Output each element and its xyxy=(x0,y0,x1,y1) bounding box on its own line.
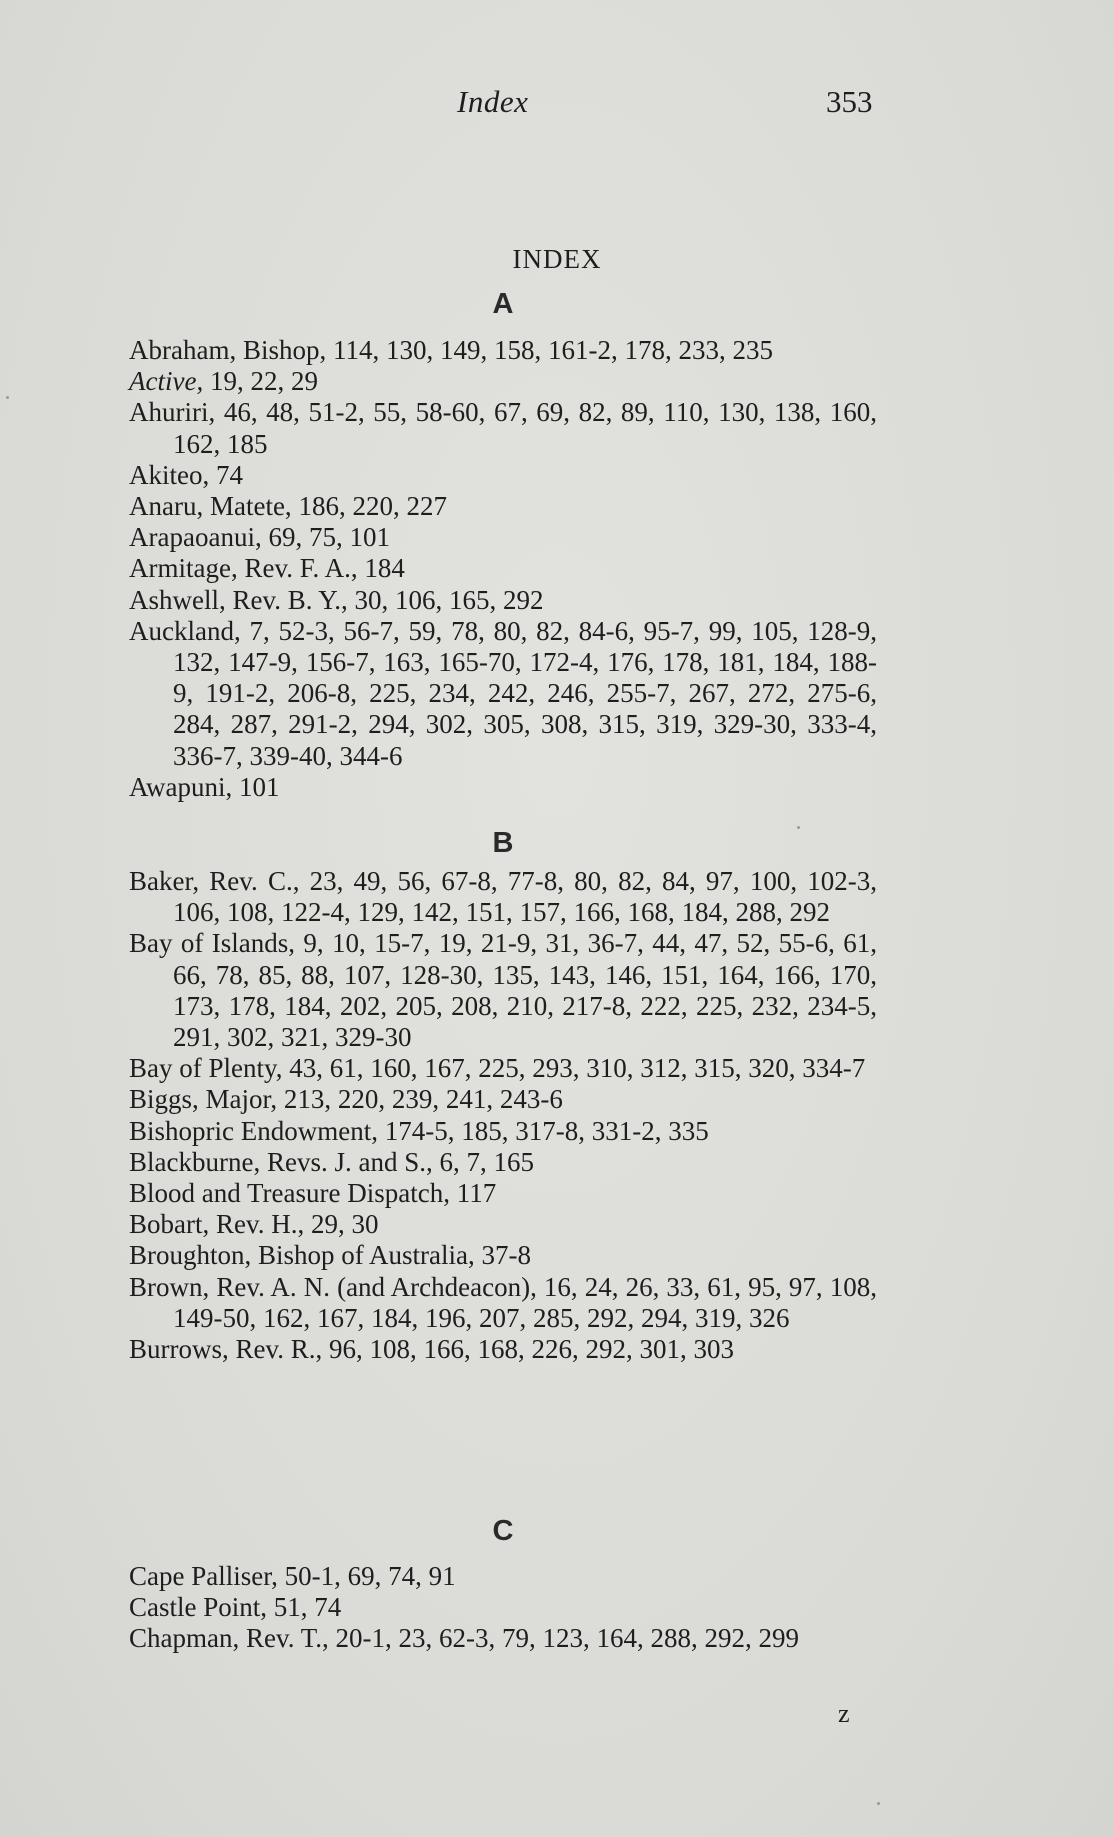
entry-name: Arapaoanui, xyxy=(129,522,262,553)
index-entry xyxy=(129,1240,877,1271)
entry-refs: 19, 22, 29 xyxy=(203,366,318,397)
entry-name: Chapman, Rev. T., xyxy=(129,1623,329,1654)
index-entry xyxy=(129,366,877,397)
page-number: 353 xyxy=(826,84,873,119)
entry-name: Burrows, Rev. R., xyxy=(129,1334,323,1365)
index-entry xyxy=(129,1561,877,1592)
entry-name: Bay of Islands, xyxy=(129,928,295,959)
entry-name: Bobart, Rev. H., xyxy=(129,1209,305,1240)
index-entry xyxy=(129,928,877,1053)
entry-name: Blackburne, Revs. J. and S., xyxy=(129,1146,433,1177)
entry-name: Brown, Rev. A. N. (and Archdeacon), xyxy=(129,1271,537,1302)
paper-speck xyxy=(877,1802,880,1805)
index-entry xyxy=(129,1116,877,1147)
entry-name: Baker, Rev. C., xyxy=(129,866,300,896)
entry-refs: 74 xyxy=(209,459,243,490)
index-entry xyxy=(129,335,877,366)
index-heading: INDEX xyxy=(512,244,602,274)
entry-name: Broughton, Bishop of Australia, xyxy=(129,1240,475,1271)
entry-name: Akiteo, xyxy=(129,459,210,490)
index-entry xyxy=(129,1084,877,1115)
running-title: Index xyxy=(457,84,529,119)
index-entry xyxy=(129,585,877,616)
index-entry xyxy=(129,1209,877,1240)
index-entry xyxy=(129,522,877,553)
index-entry xyxy=(129,772,877,803)
entry-refs: 23, 49, 56, 67-8, 77-8, 80, 82, 84, 97, 100, 102-3, 106, 108, 122-4, 129, 142, 151, 157, 166, 168, 184, 288, 292 xyxy=(173,866,877,928)
entry-name: Active, xyxy=(129,366,204,397)
entry-name: Ashwell, Rev. B. Y., xyxy=(129,584,348,615)
entry-refs: 29, 30 xyxy=(304,1209,379,1240)
entry-name: Cape Palliser, xyxy=(129,1561,278,1591)
running-head xyxy=(0,84,1114,124)
index-entry xyxy=(129,1178,877,1209)
entry-name: Abraham, Bishop, xyxy=(129,335,327,365)
index-entry xyxy=(129,1272,877,1334)
entry-refs: 20-1, 23, 62-3, 79, 123, 164, 288, 292, 299 xyxy=(328,1623,799,1654)
entry-refs: 114, 130, 149, 158, 161-2, 178, 233, 235 xyxy=(326,335,773,365)
entry-refs: 46, 48, 51-2, 55, 58-60, 67, 69, 82, 89, 110, 130, 138, 160, 162, 185 xyxy=(173,397,877,459)
index-entry xyxy=(129,1053,877,1084)
entry-refs: 174-5, 185, 317-8, 331-2, 335 xyxy=(377,1115,709,1146)
entry-refs: 186, 220, 227 xyxy=(291,491,447,522)
entry-name: Blood and Treasure Dispatch, xyxy=(129,1178,450,1209)
entry-refs: 7, 52-3, 56-7, 59, 78, 80, 82, 84-6, 95-7, 99, 105, 128-9, 132, 147-9, 156-7, 163, 165-70, 172-4, 176, 178, 181, 184, 188-9, 191-2, 206-8, 225, 234, 242, 246, 255-7, 267, 272, 275-6, 284, 287, 291-2, 294, 302, 305, 308, 315, 319, 329-30, 333-4, 336-7, 339-40, 344-6 xyxy=(173,615,877,771)
entry-refs: 50-1, 69, 74, 91 xyxy=(277,1561,456,1591)
paper-speck xyxy=(797,826,800,829)
entry-name: Bishopric Endowment, xyxy=(129,1115,378,1146)
signature-mark: z xyxy=(838,1699,850,1728)
entry-refs: 37-8 xyxy=(474,1240,531,1271)
paper-speck xyxy=(6,396,9,399)
index-entry xyxy=(129,460,877,491)
index-entry xyxy=(129,1623,877,1654)
index-entry xyxy=(129,491,877,522)
index-entry xyxy=(129,1147,877,1178)
entry-refs: 96, 108, 166, 168, 226, 292, 301, 303 xyxy=(322,1334,734,1365)
entry-refs: 6, 7, 165 xyxy=(432,1146,534,1177)
index-entry xyxy=(129,866,877,928)
entry-name: Biggs, Major, xyxy=(129,1084,278,1115)
entry-refs: 101 xyxy=(232,771,280,802)
section-a xyxy=(129,335,877,803)
section-letter-c: C xyxy=(492,1515,514,1547)
entry-name: Anaru, Matete, xyxy=(129,491,292,522)
index-entry xyxy=(129,397,877,459)
section-letter-a: A xyxy=(492,288,514,320)
entry-refs: 30, 106, 165, 292 xyxy=(347,584,544,615)
entry-refs: 51, 74 xyxy=(267,1592,342,1623)
entry-name: Ahuriri, xyxy=(129,397,216,428)
entry-refs: 69, 75, 101 xyxy=(261,522,390,553)
entry-refs: 16, 24, 26, 33, 61, 95, 97, 108, 149-50, 162, 167, 184, 196, 207, 285, 292, 294, 319, 326 xyxy=(173,1271,878,1333)
entry-refs: 117 xyxy=(449,1178,497,1209)
entry-name: Bay of Plenty, xyxy=(129,1053,283,1084)
entry-refs: 184 xyxy=(357,553,405,584)
index-entry xyxy=(129,1334,877,1365)
entry-name: Castle Point, xyxy=(129,1592,268,1623)
entry-name: Awapuni, xyxy=(129,771,233,802)
section-c xyxy=(129,1561,877,1655)
index-entry xyxy=(129,616,877,772)
section-letter-b: B xyxy=(492,827,514,859)
index-entry xyxy=(129,1592,877,1623)
entry-refs: 43, 61, 160, 167, 225, 293, 310, 312, 315, 320, 334-7 xyxy=(282,1053,866,1084)
entry-name: Auckland, xyxy=(129,615,241,646)
index-entry xyxy=(129,553,877,584)
entry-name: Armitage, Rev. F. A., xyxy=(129,553,358,584)
entry-refs: 213, 220, 239, 241, 243-6 xyxy=(277,1084,563,1115)
section-b xyxy=(129,866,877,1365)
entry-refs: 9, 10, 15-7, 19, 21-9, 31, 36-7, 44, 47, 52, 55-6, 61, 66, 78, 85, 88, 107, 128-30, 135, 143, 146, 151, 164, 166, 170, 173, 178, 184, 202, 205, 208, 210, 217-8, 222, 225, 232, 234-5, 291, 302, 321, 329-30 xyxy=(173,928,877,1053)
